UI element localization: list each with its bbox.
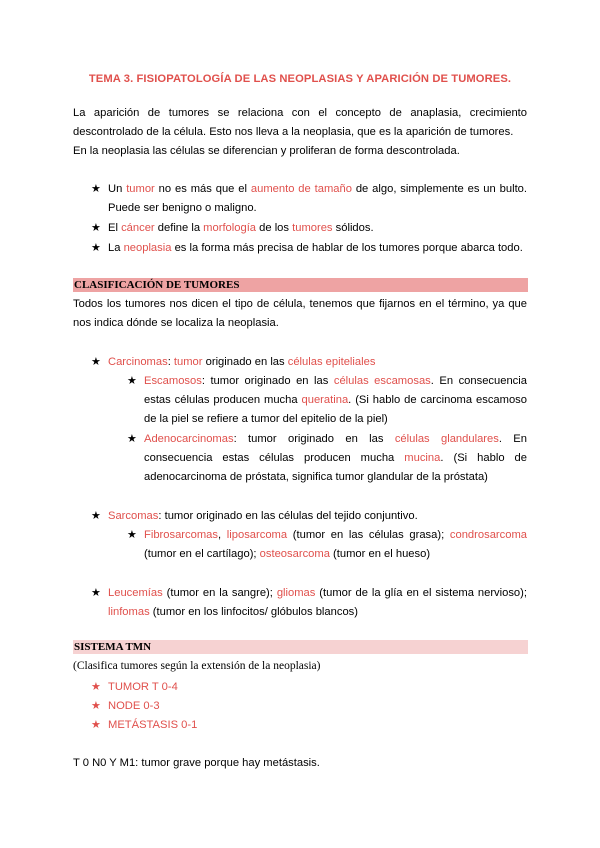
star-icon: ★: [91, 242, 101, 254]
bullet-fibrosarcomas: Fibrosarcomas, liposarcoma (tumor en las células grasa); condrosarcoma: [144, 529, 527, 541]
bullet-escamosos: Escamosos: tumor originado en las células escamosas. En consecuencia: [144, 375, 527, 387]
tmn-item: TUMOR T 0-4: [108, 681, 178, 693]
star-icon: ★: [91, 587, 101, 599]
section-heading-clasificacion: CLASIFICACIÓN DE TUMORES: [73, 278, 528, 292]
clasificacion-line-2: nos indica dónde se localiza la neoplasia.: [73, 317, 279, 329]
star-icon: ★: [91, 719, 101, 731]
page-title: TEMA 3. FISIOPATOLOGÍA DE LAS NEOPLASIAS Y APARICIÓN DE TUMORES.: [88, 73, 512, 85]
bullet-tumor: Un tumor no es más que el aumento de tamaño de algo, simplemente es un bulto.: [108, 183, 528, 195]
bullet-adenocarcinomas-line3: adenocarcinoma de próstata, significa tumor glandular de la próstata): [144, 471, 488, 483]
bullet-cancer: El cáncer define la morfología de los tumores sólidos.: [108, 222, 374, 234]
bullet-carcinomas: Carcinomas: tumor originado en las células epiteliales: [108, 356, 376, 368]
star-icon: ★: [127, 529, 137, 541]
bullet-leucemias-line2: linfomas (tumor en los linfocitos/ glóbulos blancos): [108, 606, 358, 618]
star-icon: ★: [91, 681, 101, 693]
star-icon: ★: [91, 510, 101, 522]
intro-line-3: En la neoplasia las células se diferencian y proliferan de forma descontrolada.: [73, 145, 460, 157]
bullet-adenocarcinomas: Adenocarcinomas: tumor originado en las células glandulares. En: [144, 433, 527, 445]
star-icon: ★: [91, 222, 101, 234]
section-heading-tmn: SISTEMA TMN: [73, 640, 528, 654]
tmn-item: NODE 0-3: [108, 700, 160, 712]
tmn-footer: T 0 N0 Y M1: tumor grave porque hay metástasis.: [73, 757, 320, 769]
tmn-subtitle: (Clasifica tumores según la extensión de la neoplasia): [73, 660, 321, 672]
intro-line-2: descontrolado de la célula. Esto nos lleva a la neoplasia, que es la aparición de tumores.: [73, 126, 514, 138]
star-icon: ★: [91, 183, 101, 195]
intro-line-1: La aparición de tumores se relaciona con el concepto de anaplasia, crecimiento: [73, 107, 527, 119]
star-icon: ★: [127, 433, 137, 445]
star-icon: ★: [91, 700, 101, 712]
bullet-adenocarcinomas-line2: consecuencia estas células producen mucha mucina. (Si hablo de: [144, 452, 527, 464]
bullet-leucemias: Leucemías (tumor en la sangre); gliomas (tumor de la glía en el sistema nervioso);: [108, 587, 527, 599]
star-icon: ★: [127, 375, 137, 387]
bullet-escamosos-line3: de la piel se refiere a tumor del epitelio de la piel): [144, 413, 388, 425]
tmn-item: METÁSTASIS 0-1: [108, 719, 198, 731]
bullet-sarcomas: Sarcomas: tumor originado en las células del tejido conjuntivo.: [108, 510, 418, 522]
bullet-fibrosarcomas-line2: (tumor en el cartílago); osteosarcoma (tumor en el hueso): [144, 548, 431, 560]
bullet-escamosos-line2: estas células producen mucha queratina. (Si hablo de carcinoma escamoso: [144, 394, 528, 406]
bullet-tumor-line2: Puede ser benigno o maligno.: [108, 202, 257, 214]
bullet-neoplasia: La neoplasia es la forma más precisa de hablar de los tumores porque abarca todo.: [108, 242, 523, 254]
clasificacion-line-1: Todos los tumores nos dicen el tipo de célula, tenemos que fijarnos en el término, ya que: [73, 298, 527, 310]
star-icon: ★: [91, 356, 101, 368]
